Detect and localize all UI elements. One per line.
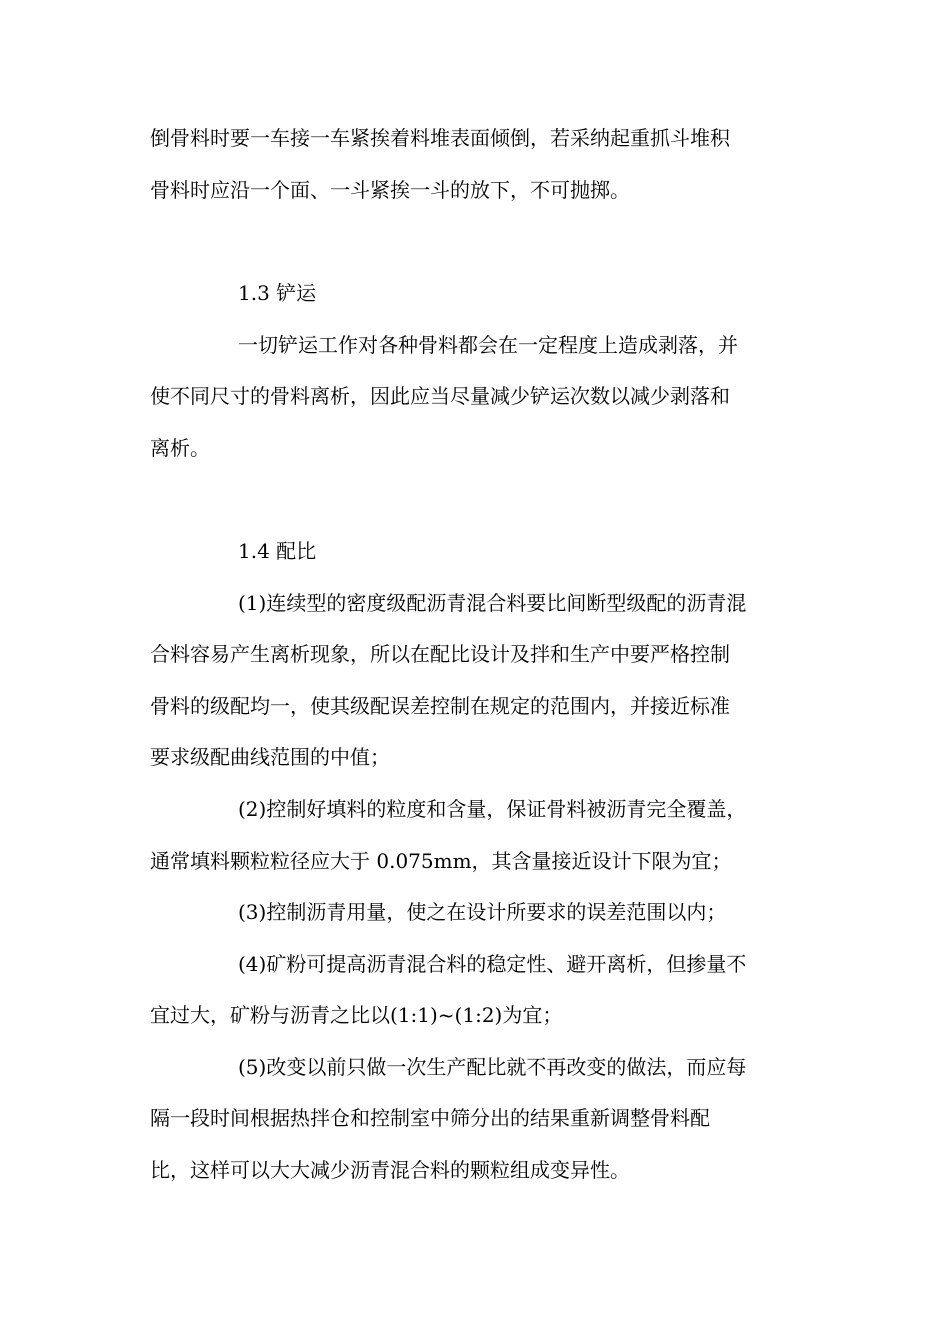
body-text-line: 宜过大，矿粉与沥青之比以(1:1)~(1:2)为宜； [150,1003,563,1027]
body-text-line: 使不同尺寸的骨料离析，因此应当尽量减少铲运次数以减少剥落和 [150,384,730,408]
body-text-line: 骨料时应沿一个面、一斗紧挨一斗的放下，不可抛掷。 [150,178,630,202]
list-item-4: (4)矿粉可提高沥青混合料的稳定性、避开离析，但掺量不 [238,952,747,976]
body-text-line: 比，这样可以大大减少沥青混合料的颗粒组成变异性。 [150,1158,630,1182]
body-text-line: 倒骨料时要一车接一车紧挨着料堆表面倾倒，若采纳起重抓斗堆积 [150,126,730,150]
body-text-line: 通常填料颗粒粒径应大于 0.075mm，其含量接近设计下限为宜； [150,849,732,873]
body-text-line: 一切铲运工作对各种骨料都会在一定程度上造成剥落，并 [238,333,738,357]
list-item-3: (3)控制沥青用量，使之在设计所要求的误差范围以内； [238,900,727,924]
list-item-2: (2)控制好填料的粒度和含量，保证骨料被沥青完全覆盖， [238,797,747,821]
section-heading-1-4: 1.4 配比 [238,539,317,563]
body-text-line: 要求级配曲线范围的中值； [150,745,390,769]
section-heading-1-3: 1.3 铲运 [238,281,317,305]
list-item-5: (5)改变以前只做一次生产配比就不再改变的做法，而应每 [238,1055,747,1079]
body-text-line: 离析。 [150,436,210,460]
body-text-line: 隔一段时间根据热拌仓和控制室中筛分出的结果重新调整骨料配 [150,1106,710,1130]
body-text-line: 合料容易产生离析现象，所以在配比设计及拌和生产中要严格控制 [150,642,730,666]
list-item-1: (1)连续型的密度级配沥青混合料要比间断型级配的沥青混 [238,591,747,615]
body-text-line: 骨料的级配均一，使其级配误差控制在规定的范围内，并接近标准 [150,694,730,718]
